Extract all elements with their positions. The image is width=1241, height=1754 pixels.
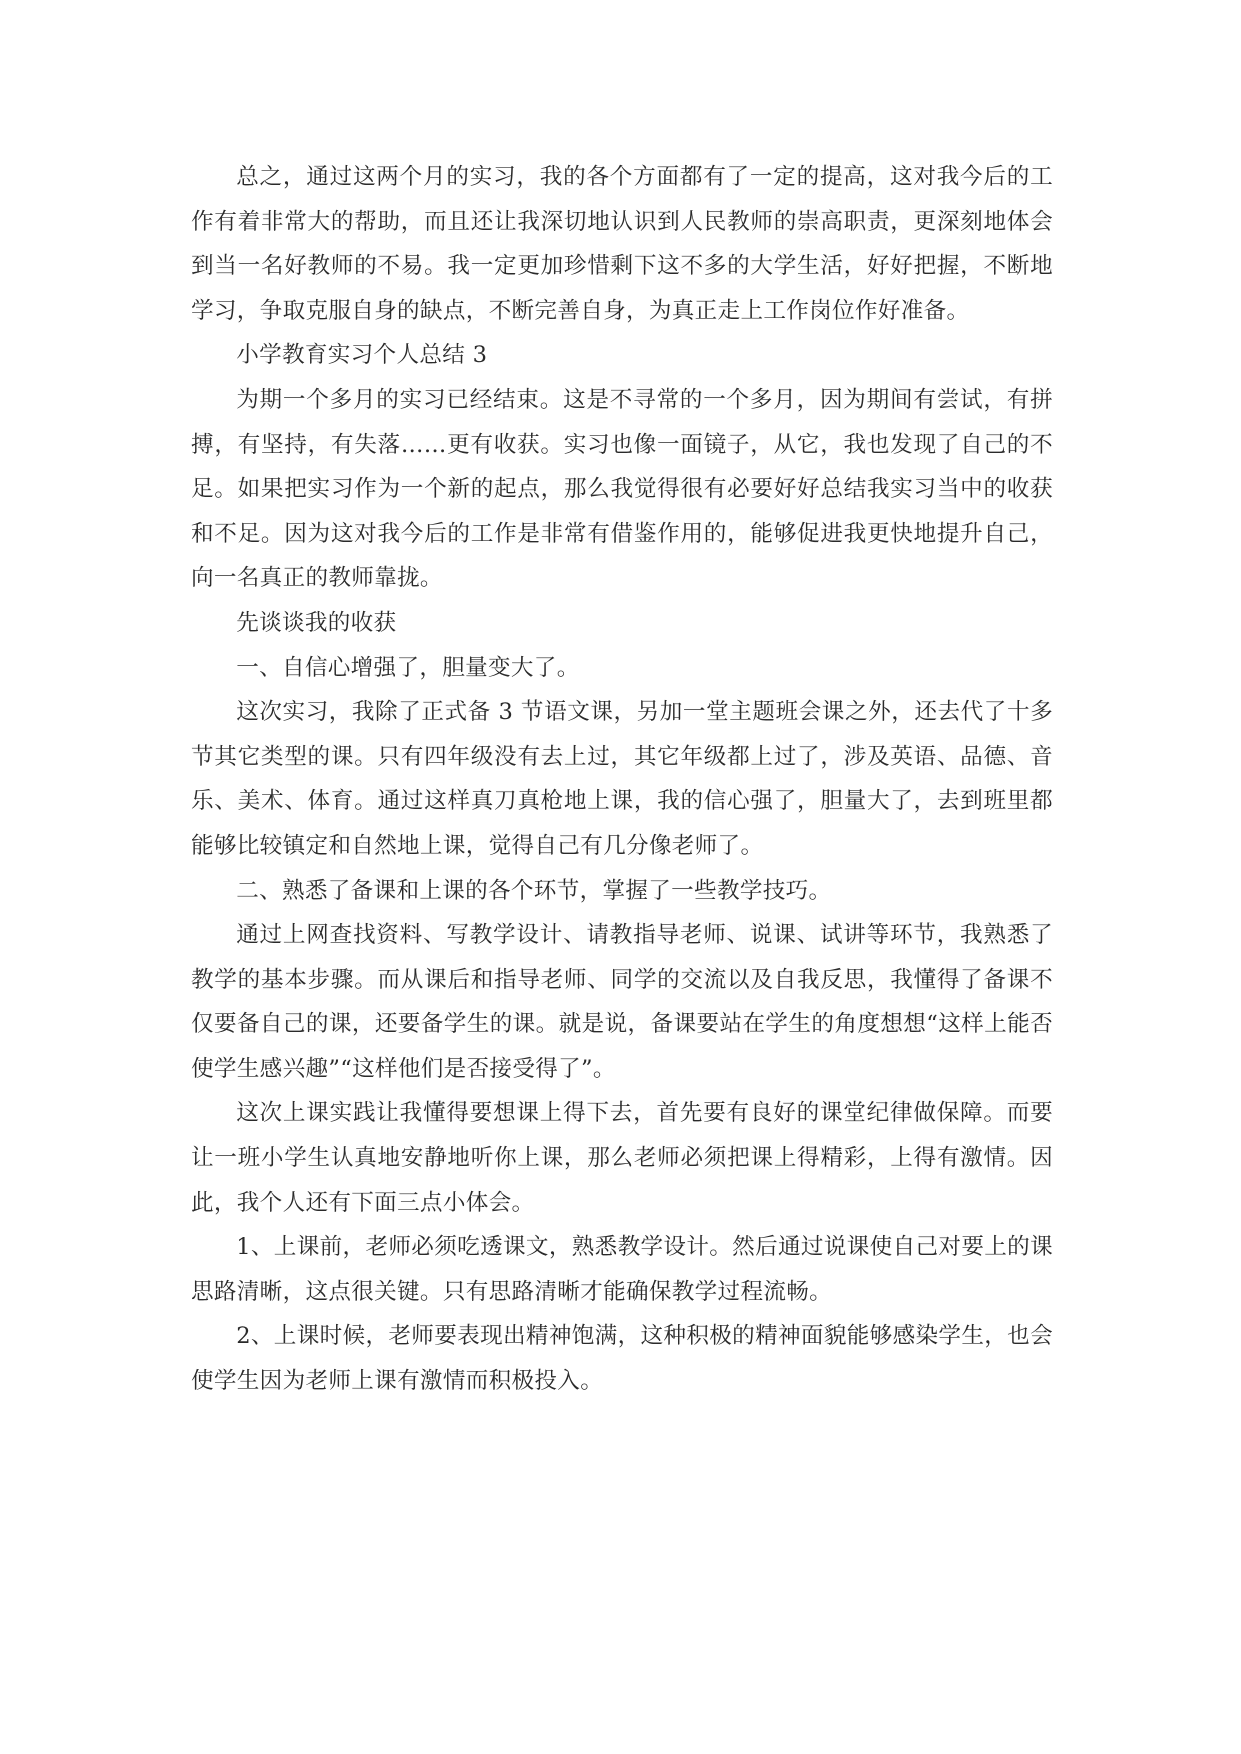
section-heading: 小学教育实习个人总结 3: [236, 342, 488, 369]
point-one-heading: 一、自信心增强了，胆量变大了。: [236, 654, 580, 681]
list-item-2: 2、上课时候，老师要表现出精神饱满，这种积极的精神面貌能够感染学生，也会使学生因为老师上课有激情而积极投入。: [191, 1323, 1053, 1395]
paragraph-classroom-discipline: 这次上课实践让我懂得要想课上得下去，首先要有良好的课堂纪律做保障。而要让一班小学生认真地安静地听你上课，那么老师必须把课上得精彩，上得有激情。因此，我个人还有下面三点小体会。: [191, 1100, 1053, 1216]
list-item-1: 1、上课前，老师必须吃透课文，熟悉教学设计。然后通过说课使自己对要上的课思路清晰，这点很关键。只有思路清晰才能确保教学过程流畅。: [191, 1234, 1053, 1305]
point-two-heading: 二、熟悉了备课和上课的各个环节，掌握了一些教学技巧。: [236, 877, 832, 904]
paragraph-point-one: 这次实习，我除了正式备 3 节语文课，另加一堂主题班会课之外，还去代了十多节其它类型的课。只有四年级没有去上过，其它年级都上过了，涉及英语、品德、音乐、美术、体育。通过这样真刀真枪地上课，我的信心强了，胆量大了，去到班里都能够比较镇定和自然地上课，觉得自己有几分像老师了。: [191, 699, 1053, 859]
paragraph-point-two: 通过上网查找资料、写教学设计、请教指导老师、说课、试讲等环节，我熟悉了教学的基本步骤。而从课后和指导老师、同学的交流以及自我反思，我懂得了备课不仅要备自己的课，还要备学生的课。就是说，备课要站在学生的角度想想“这样上能否使学生感兴趣”“这样他们是否接受得了”。: [191, 922, 1053, 1082]
document-body: [191, 155, 1053, 1404]
paragraph-conclusion: 总之，通过这两个月的实习，我的各个方面都有了一定的提高，这对我今后的工作有着非常大的帮助，而且还让我深切地认识到人民教师的崇高职责，更深刻地体会到当一名好教师的不易。我一定更加珍惜剩下这不多的大学生活，好好把握，不断地学习，争取克服自身的缺点，不断完善自身，为真正走上工作岗位作好准备。: [191, 164, 1053, 324]
paragraph-intro: 为期一个多月的实习已经结束。这是不寻常的一个多月，因为期间有尝试，有拼搏，有坚持，有失落……更有收获。实习也像一面镜子，从它，我也发现了自己的不足。如果把实习作为一个新的起点，那么我觉得很有必要好好总结我实习当中的收获和不足。因为这对我今后的工作是非常有借鉴作用的，能够促进我更快地提升自己，向一名真正的教师靠拢。: [191, 386, 1053, 592]
subheading-gains: 先谈谈我的收获: [236, 609, 397, 636]
